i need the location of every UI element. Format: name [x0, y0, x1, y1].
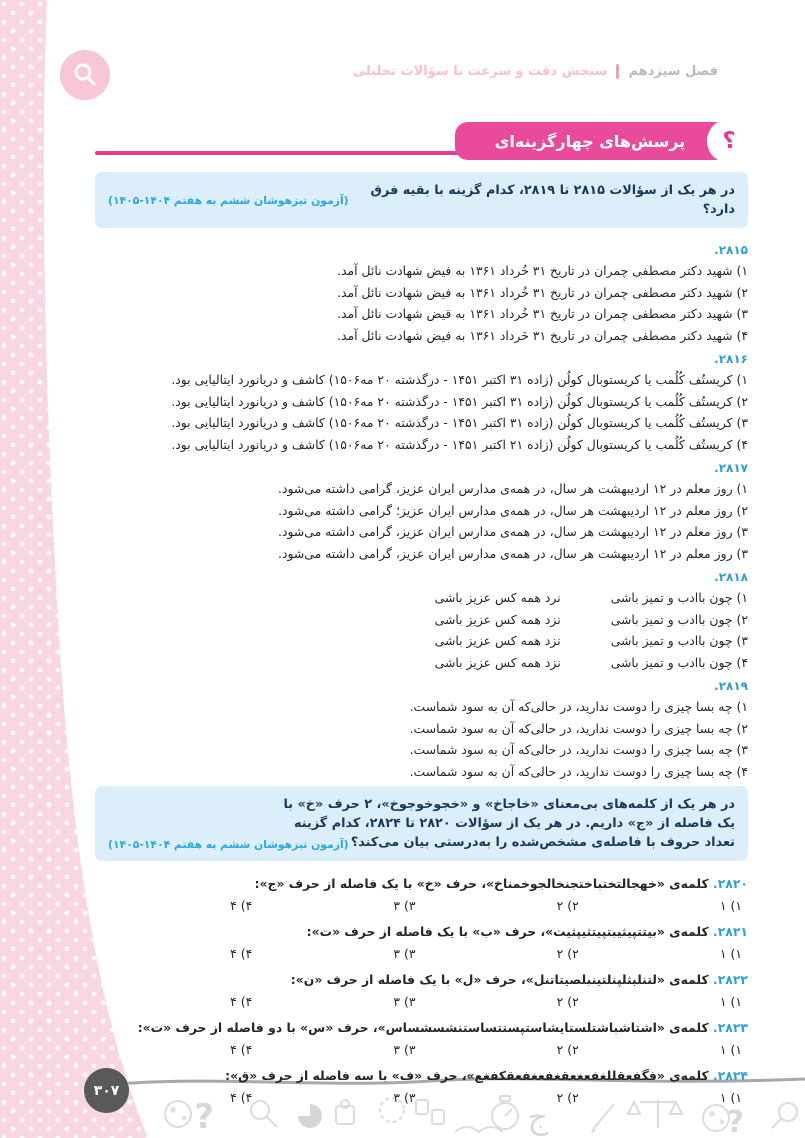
hemistich-right: ۴) چون باادب و تمیز باشی: [610, 654, 748, 670]
option-3: ۳) ۳: [393, 1090, 416, 1105]
option-3: ۳) ۳: [393, 994, 416, 1009]
question-2820: [95, 874, 748, 918]
option-1: ۱) روز معلم در ۱۲ اردیبهشت هر سال، در همه‌ی مدارس ایران عزیز، گرامی داشته می‌شود.: [278, 481, 748, 496]
search-icon: [71, 61, 99, 89]
question-number: ۲۸۱۵.: [714, 243, 748, 257]
hemistich-right: ۳) چون باادب و تمیز باشی: [610, 633, 748, 648]
question-number: ۲۸۱۶.: [714, 352, 748, 366]
options-row: [95, 894, 748, 918]
stem-text: کلمه‌ی «لتنلبثلپنلتینبلصیتاتنل»، حرف «ل» با یک فاصله از حرف «ن»:: [290, 972, 709, 987]
chapter-header: [353, 64, 718, 79]
option-3: ۳) کریستُف کُلُمب یا کریستوبال کولُن (زاده ۳۱ اکتبر ۱۴۵۱ - درگذشته ۲۰ مه۱۵۰۶) کاشف و دریانورد ایتالیایی بود.: [171, 415, 748, 430]
hemistich-right: ۱) چون باادب و تمیز باشی: [610, 590, 748, 605]
option-3: ۳) ۳: [393, 1042, 416, 1057]
option-2: ۲) ۲: [556, 946, 579, 961]
instruction-box-2: [95, 786, 748, 861]
option-2: [95, 609, 748, 631]
option-1: ۱) ۱: [719, 994, 742, 1009]
question-number: ۲۸۲۳.: [713, 1020, 748, 1035]
question-number: ۲۸۲۴.: [713, 1068, 748, 1083]
option-3: ۳) شهید دکتر مصطفی چمران در تاریخ ۳۱ خُرداد ۱۳۶۱ به قیض شهادت نائل آمد.: [337, 306, 748, 321]
option-4: ۴) ۴: [230, 946, 253, 961]
hemistich-left: نزد همه کس عزیز باشی: [434, 611, 561, 627]
header-divider: [616, 64, 619, 79]
question-number: ۲۸۲۲.: [713, 972, 748, 987]
option-2: ۲) کریستُف کُلُمب یا کریستوبال کولُن (زاده ۳۱ اکتبر ۱۴۵۱ - درگذشته ۲۰ مه۱۵۰۶) کاشف و دریانورد ایتالیایی بود.: [171, 393, 748, 409]
option-1: ۱) چه بسا چیزی را دوست ندارید، در حالی‌که آن به سود شماست.: [409, 699, 748, 714]
question-number: ۲۸۱۸.: [714, 570, 748, 584]
question-2821: [95, 922, 748, 966]
question-number: ۲۸۲۰.: [713, 876, 748, 891]
question-2823: [95, 1018, 748, 1062]
option-1: [95, 587, 748, 609]
option-2: ۲) ۲: [556, 1042, 579, 1057]
question-2818: [95, 568, 748, 673]
exam-source-label: (آزمون تیزهوشان ششم به هفتم ۱۴۰۴-۱۴۰۵): [108, 193, 349, 207]
question-2817: [95, 459, 748, 564]
options-row: [95, 990, 748, 1014]
question-mark-icon: ؟: [707, 119, 751, 163]
instruction-text: در هر یک از سؤالات ۲۸۱۵ تا ۲۸۱۹، کدام گزینه با بقیه فرق دارد؟: [370, 183, 735, 217]
options-row: [95, 1086, 748, 1110]
stem-text: کلمه‌ی «اشتاشباشتلستایشاستپستتساستنشسشساس»، حرف «س» با دو فاصله از حرف «ت»:: [137, 1020, 709, 1035]
chapter-title: فصل سیزدهم: [628, 64, 718, 79]
svg-text:?: ?: [726, 1105, 744, 1138]
exam-source-label: (آزمون تیزهوشان ششم به هفتم ۱۴۰۴-۱۴۰۵): [108, 838, 349, 851]
option-2: ۲) ۲: [556, 1090, 579, 1105]
hemistich-left: نزد همه کس عزیز باشی: [434, 654, 561, 670]
option-3: ۳) ۳: [393, 946, 416, 961]
question-stem: [95, 970, 748, 990]
section-banner: پرسش‌های چهارگزینه‌ای: [455, 122, 747, 160]
question-2819: [95, 677, 748, 782]
hemistich-left: نرد همه کس عزیز باشی: [434, 590, 561, 605]
question-stem: [95, 874, 748, 894]
question-2824: [95, 1066, 748, 1110]
option-4: ۴) ۴: [230, 1042, 253, 1057]
option-4: ۴) چه بسا چیزی را دوست ندارید، در حالی‌که آن به سود شماست.: [409, 763, 748, 779]
svg-text:ج: ج: [527, 1098, 548, 1136]
stem-text: کلمه‌ی «فگفعقللغفعغعقغفعغفعقکفغع»، حرف «ف» با سه فاصله از حرف «ق»:: [225, 1068, 709, 1083]
option-1: ۱) ۱: [719, 898, 742, 913]
banner-underline: [95, 151, 475, 155]
question-2816: [95, 350, 748, 455]
option-3: ۳) ۳: [393, 898, 416, 913]
instruction-text: در هر یک از کلمه‌های بی‌معنای «خاجاخ» و «خجوخوجوخ»، ۲ حرف «خ» با یک فاصله از «ج» داریم. در هر یک از سؤالات ۲۸۲۰ تا ۲۸۲۴، کدام گزینه تعداد حروف با فاصله‌ی مشخص‌شده را به‌درستی بیان می‌کند؟: [283, 797, 735, 850]
question-2815: [95, 241, 748, 346]
option-2: ۲) چه بسا چیزی را دوست ندارید، در حالی‌که آن به سود شماست.: [409, 720, 748, 736]
option-2: ۲) ۲: [556, 994, 579, 1009]
option-4: ۴) شهید دکتر مصطفی چمران در تاریخ ۳۱ خَرداد ۱۳۶۱ به فیض شهادت نائل آمد.: [337, 327, 748, 343]
option-4: [95, 652, 748, 674]
options-row: [95, 942, 748, 966]
chapter-subtitle: سنجش دقت و سرعت با سؤالات تحلیلی: [352, 64, 608, 79]
hemistich-left: نزد همه کس عزیز باشی: [434, 633, 561, 648]
stem-text: کلمه‌ی «بیتتپیثیبتپیتثیپثیت»، حرف «ب» با یک فاصله از حرف «ت»:: [306, 924, 709, 939]
option-4: ۴) ۴: [230, 898, 253, 913]
option-3: ۳) چه بسا چبزی را دوست ندارید، در حالی‌که آن به سود شماست.: [409, 742, 748, 757]
page-content: [95, 172, 748, 1114]
option-2: ۲) شهید دکتر مصطفی چمران در تاریخ ۳۱ خُرداد ۱۳۶۱ به فیض شهادت نائل آمد.: [337, 284, 748, 300]
option-4: ۴) کریستُف کُلُمب یا کریستوبال کولُن (زاده ۲۱ اکتبر ۱۴۵۱ - درگذشته ۲۰ مه۱۵۰۶) کاشف و دریانورد ایتالیایی بود.: [171, 436, 748, 452]
option-3: [95, 630, 748, 652]
option-1: ۱) ۱: [719, 946, 742, 961]
options-row: [95, 1038, 748, 1062]
hemistich-right: ۲) چون باادب و تمیز باشی: [610, 611, 748, 627]
option-4: ۳) روز معلم در ۱۲ اردیبهشت هر سال، در همه‌ی مدارس ایران عزیز، گرامی داشته می‌شود.: [278, 545, 748, 561]
question-number: ۲۸۱۷.: [714, 461, 748, 475]
question-number: ۲۸۲۱.: [713, 924, 748, 939]
stem-text: کلمه‌ی «خهجالتختباختجنخالجوخمناخ»، حرف «خ» با یک فاصله از حرف «ج»:: [254, 876, 709, 891]
option-1: ۱) شهید دکتر مصطفی چمران در تاریخ ۳۱ خُرداد ۱۳۶۱ به فیض شهادت نائل آمد.: [337, 263, 748, 278]
instruction-box-1: [95, 172, 748, 228]
question-stem: [95, 1018, 748, 1038]
question-number: ۲۸۱۹.: [714, 679, 748, 693]
option-1: ۱) کریستُف کُلُمب یا کریستوبال کولُن (زاده ۳۱ اکتبر ۱۴۵۱ - درگذشته ۲۰ مه۱۵۰۶) کاشف و دریانورد ایتالیایی بود.: [171, 372, 748, 387]
svg-text:?: ?: [194, 1097, 214, 1137]
option-1: ۱) ۱: [719, 1042, 742, 1057]
question-stem: [95, 1066, 748, 1086]
question-2822: [95, 970, 748, 1014]
option-4: ۴) ۴: [230, 994, 253, 1009]
page-number: ۳۰۷: [93, 1082, 120, 1099]
option-2: ۲) ۲: [556, 898, 579, 913]
option-1: ۱) ۱: [719, 1090, 742, 1105]
option-3: ۳) روز معلم در ۱۲ اردیبهشت هر سال، در همه‌ی مدارس ایران عزیز، گرامی داشته می‌شود.: [278, 524, 748, 539]
option-4: ۴) ۴: [230, 1090, 253, 1105]
question-stem: [95, 922, 748, 942]
option-2: ۲) روز معلم در ۱۲ اردیبهشت هر سال، در همه‌ی مدارس ایران عزیز؛ گرامی داشته می‌شود.: [278, 502, 748, 518]
page-number-badge: [84, 1068, 129, 1113]
search-badge: [60, 50, 110, 100]
